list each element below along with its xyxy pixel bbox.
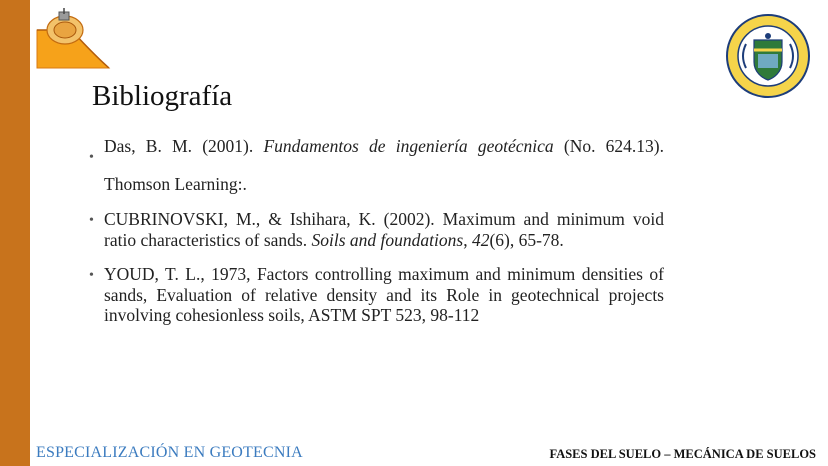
- bibliography-item: [88, 264, 664, 326]
- reference-text: ,: [463, 229, 472, 250]
- bullet-icon: •: [89, 213, 94, 228]
- reference-text: (6), 65-78.: [489, 229, 564, 250]
- bullet-icon: •: [89, 150, 94, 165]
- footer-program-name: ESPECIALIZACIÓN EN GEOTECNIA: [36, 444, 303, 461]
- reference-title: Soils and foundations: [311, 229, 464, 250]
- reference-text: YOUD, T. L., 1973, Factors controlling maximum and minimum densities of sands, Evaluation of relative density and its Role in geotechnical projects involving cohesionless soils, ASTM SPT 523, 98-112: [104, 264, 664, 325]
- slide-title: Bibliografía: [92, 80, 233, 112]
- sidebar-accent-bar: [0, 0, 30, 466]
- reference-text: CUBRINOVSKI, M., & Ishihara, K. (2002). Maximum and minimum void ratio characteristics of sands.: [104, 209, 664, 250]
- reference-volume: 42: [471, 229, 490, 250]
- reference-text: (No. 624.13). Thomson Learning:.: [104, 136, 665, 194]
- reference-text: Das, B. M. (2001).: [104, 136, 264, 156]
- footer-course-name: FASES DEL SUELO – MECÁNICA DE SUELOS: [549, 447, 816, 461]
- university-seal-icon: [726, 14, 810, 98]
- bullet-icon: •: [89, 268, 94, 283]
- soil-slope-icon: [35, 8, 111, 72]
- bibliography-item: [88, 209, 664, 250]
- bibliography-item: [88, 127, 664, 203]
- reference-title: Fundamentos de ingeniería geotécnica: [263, 136, 554, 156]
- bibliography-list: [88, 127, 664, 326]
